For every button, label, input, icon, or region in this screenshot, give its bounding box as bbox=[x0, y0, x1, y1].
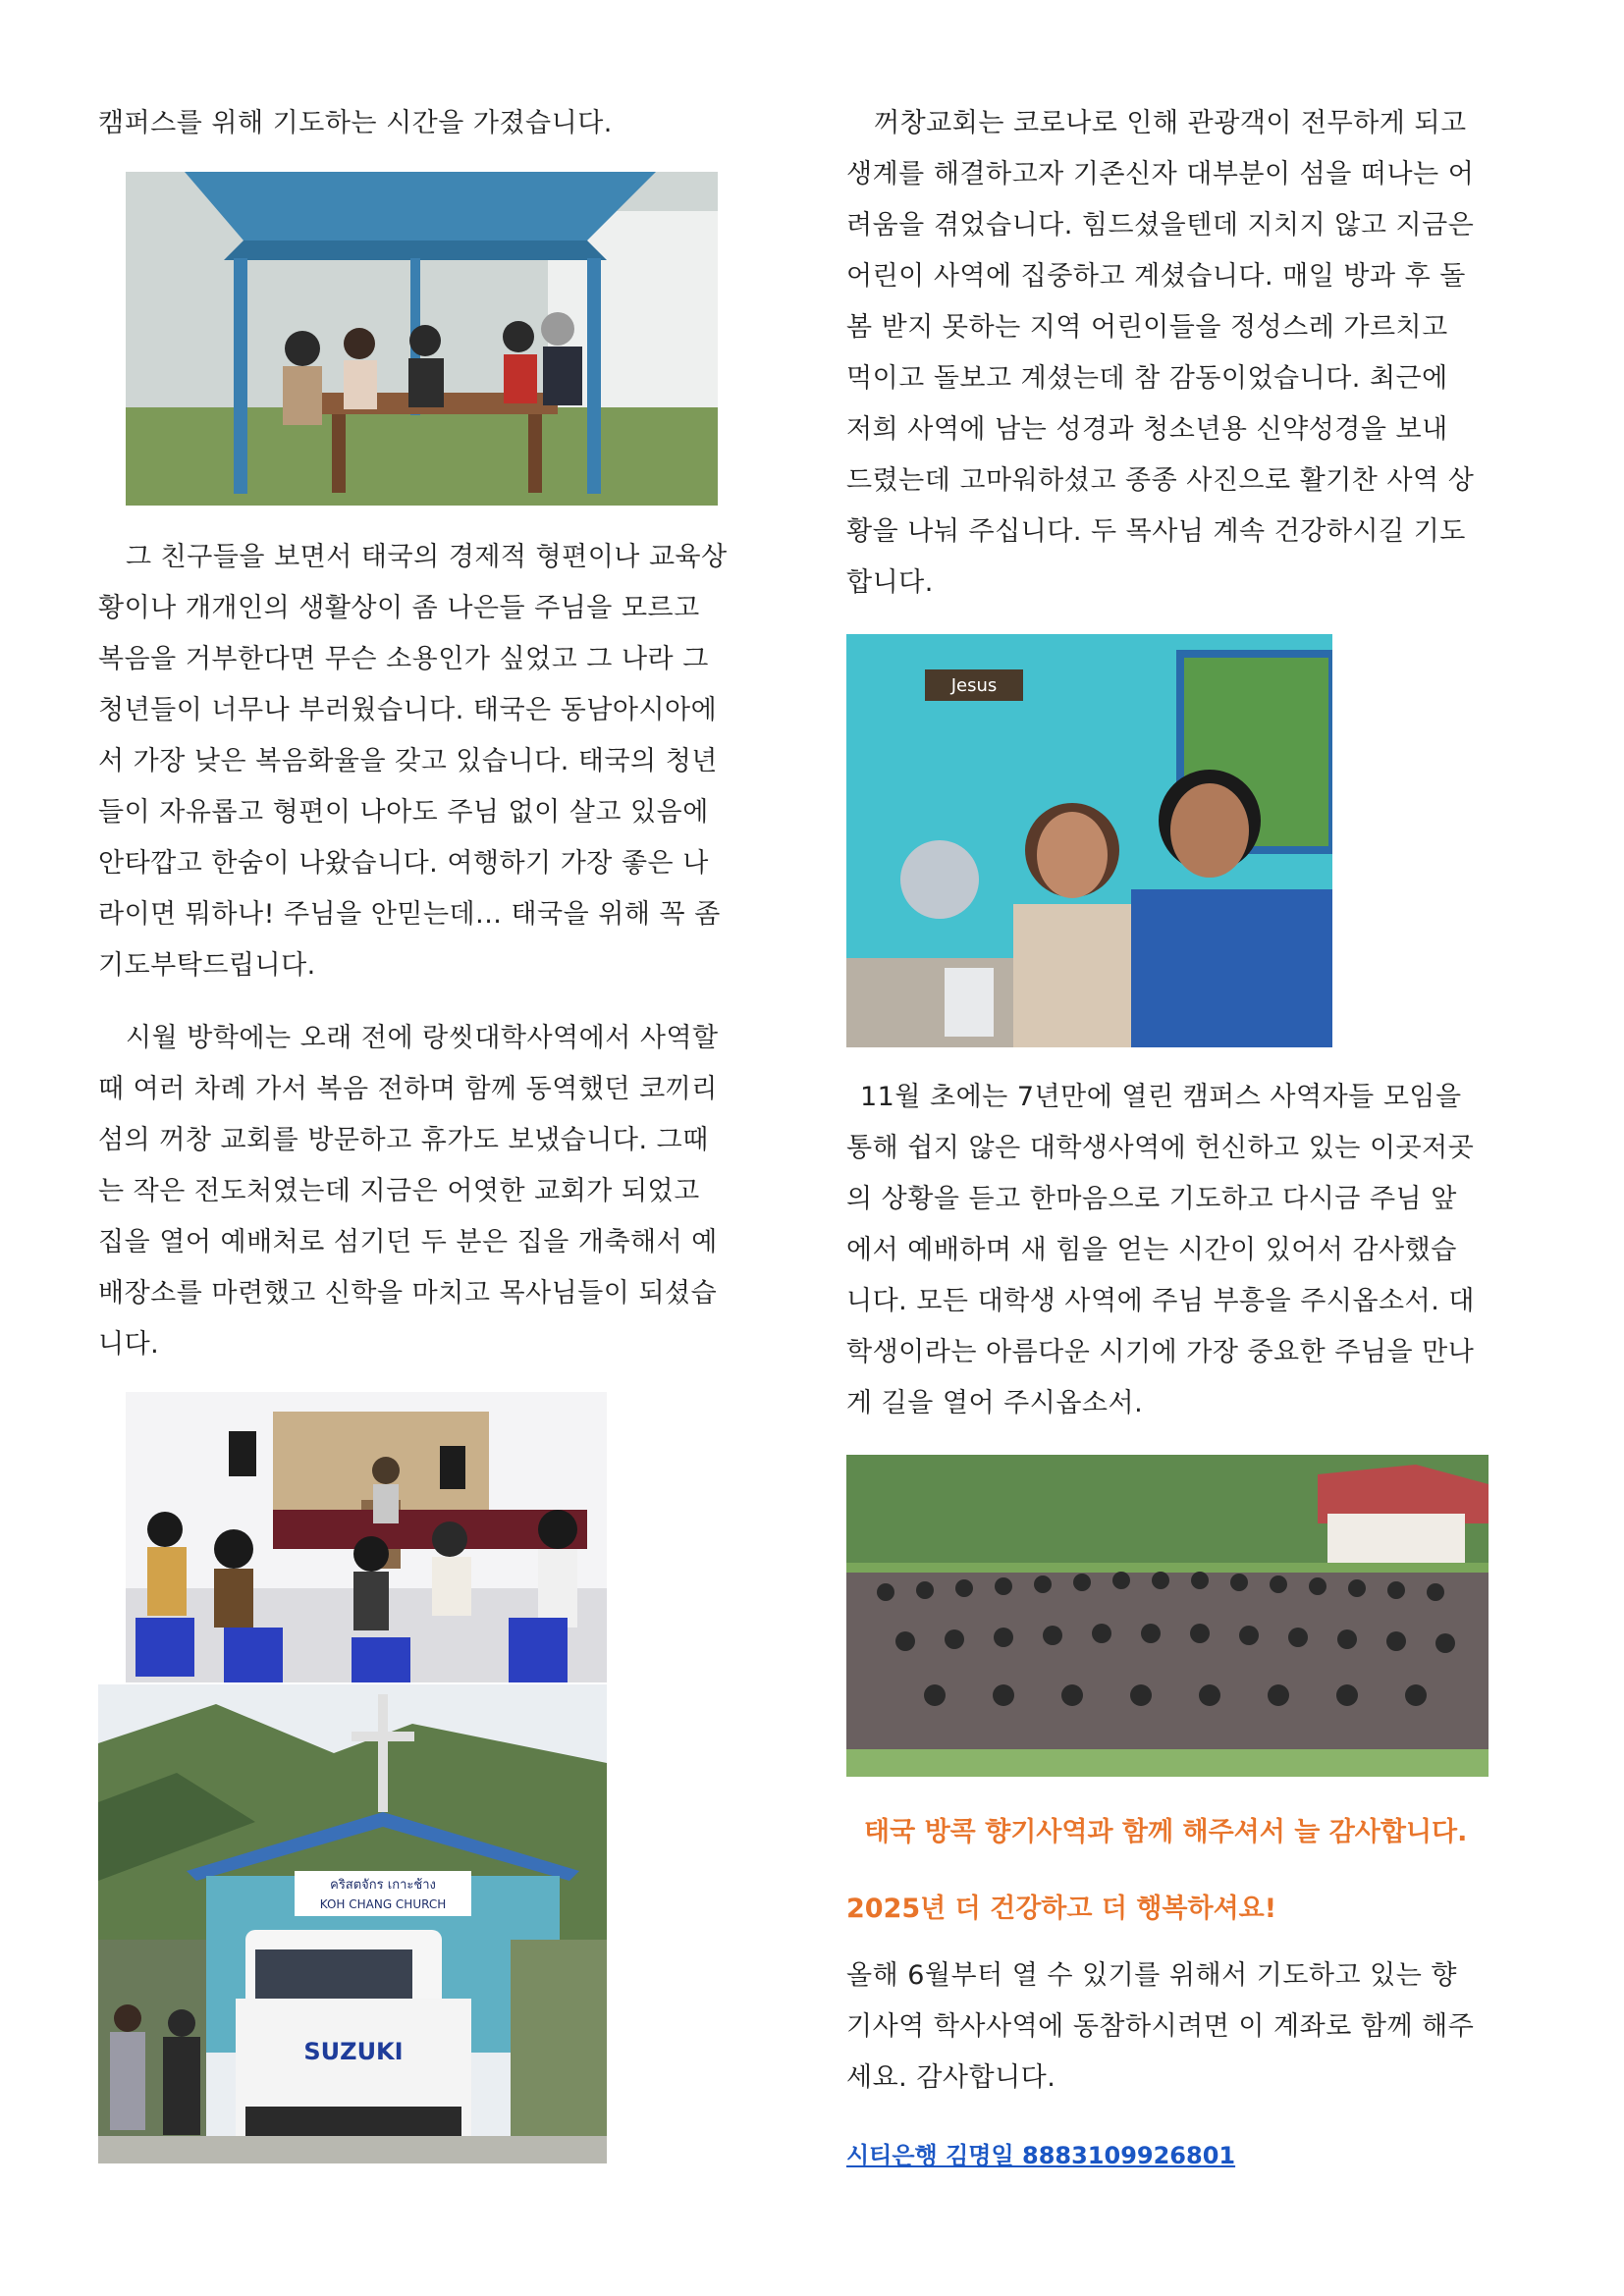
campus-workers-group-photo bbox=[846, 1455, 1489, 1777]
pastor-couple-photo bbox=[846, 634, 1332, 1047]
thanks-message: 태국 방콕 향기사역과 함께 해주셔서 늘 감사합니다. bbox=[864, 1817, 1468, 1847]
worship-service-photo bbox=[126, 1392, 607, 1682]
church-sign-thai: คริสตจักร เกาะช้าง bbox=[330, 1878, 436, 1893]
paragraph-intro: 캠퍼스를 위해 기도하는 시간을 가졌습니다. bbox=[98, 108, 613, 138]
paragraph-thailand: 그 친구들을 보면서 태국의 경제적 형편이나 교육상 황이나 개개인의 생활상이 좀 나은들 주님을 모르고 복음을 거부한다면 무슨 소용인가 싶었고 그 나라 그 청년들이 너무나 부러웠습니다. 태국은 동남아시아에 서 가장 낮은 복음화율을 갖고 있습니다. 태국의 청년 들이 자유롭고 형편이 나아도 주님 없이 살고 있음에 안타깝고 한숨이 나왔습니다. 여행하기 가장 좋은 나 라이면 뭐하나! 주님을 안믿는데... 태국을 위해 꼭 좀 기도부탁드립니다. bbox=[98, 542, 728, 981]
new-year-greeting: 2025년 더 건강하고 더 행복하셔요! bbox=[846, 1894, 1277, 1924]
truck-brand-text: SUZUKI bbox=[303, 2038, 404, 2065]
church-sign-english: KOH CHANG CHURCH bbox=[319, 1897, 447, 1911]
paragraph-kochang-visit: 시월 방학에는 오래 전에 랑씻대학사역에서 사역할 때 여러 차례 가서 복음 전하며 함께 동역했던 코끼리 섬의 꺼창 교회를 방문하고 휴가도 보냈습니다. 그때 는 작은 전도처였는데 지금은 어엿한 교회가 되었고 집을 열어 예배처로 섬기던 두 분은 집을 개축해서 예 배장소를 마련했고 신학을 마치고 목사님들이 되셨습 니다. bbox=[98, 1023, 719, 1360]
paragraph-campus-workers: 11월 초에는 7년만에 열린 캠퍼스 사역자들 모임을 통해 쉽지 않은 대학생사역에 헌신하고 있는 이곳저곳 의 상황을 듣고 한마음으로 기도하고 다시금 주님 앞 에서 예배하며 새 힘을 얻는 시간이 있어서 감사했습 니다. 모든 대학생 사역에 주님 부흥을 주시옵소서. 대 학생이라는 아름다운 시기에 가장 중요한 주님을 만나 게 길을 열어 주시옵소서. bbox=[846, 1082, 1475, 1418]
jesus-sign-text: Jesus bbox=[950, 675, 998, 696]
gazebo-prayer-photo bbox=[126, 172, 718, 506]
paragraph-kochang-church: 꺼창교회는 코로나로 인해 관광객이 전무하게 되고 생계를 해결하고자 기존신자 대부분이 섬을 떠나는 어 려움을 겪었습니다. 힘드셨을텐데 지치지 않고 지금은 어린이 사역에 집중하고 계셨습니다. 매일 방과 후 돌 봄 받지 못하는 지역 어린이들을 정성스레 가르치고 먹이고 돌보고 계셨는데 참 감동이었습니다. 최근에 저희 사역에 남는 성경과 청소년용 신약성경을 보내 드렸는데 고마워하셨고 종종 사진으로 활기찬 사역 상 황을 나눠 주십니다. 두 목사님 계속 건강하시길 기도 합니다. bbox=[846, 108, 1475, 598]
kochang-church-photo bbox=[98, 1684, 607, 2163]
paragraph-donation: 올해 6월부터 열 수 있기를 위해서 기도하고 있는 향 기사역 학사사역에 동참하시려면 이 계좌로 함께 해주 세요. 감사합니다. bbox=[846, 1960, 1475, 2093]
bank-account-link[interactable]: 시티은행 김명일 8883109926801 bbox=[846, 2142, 1236, 2169]
